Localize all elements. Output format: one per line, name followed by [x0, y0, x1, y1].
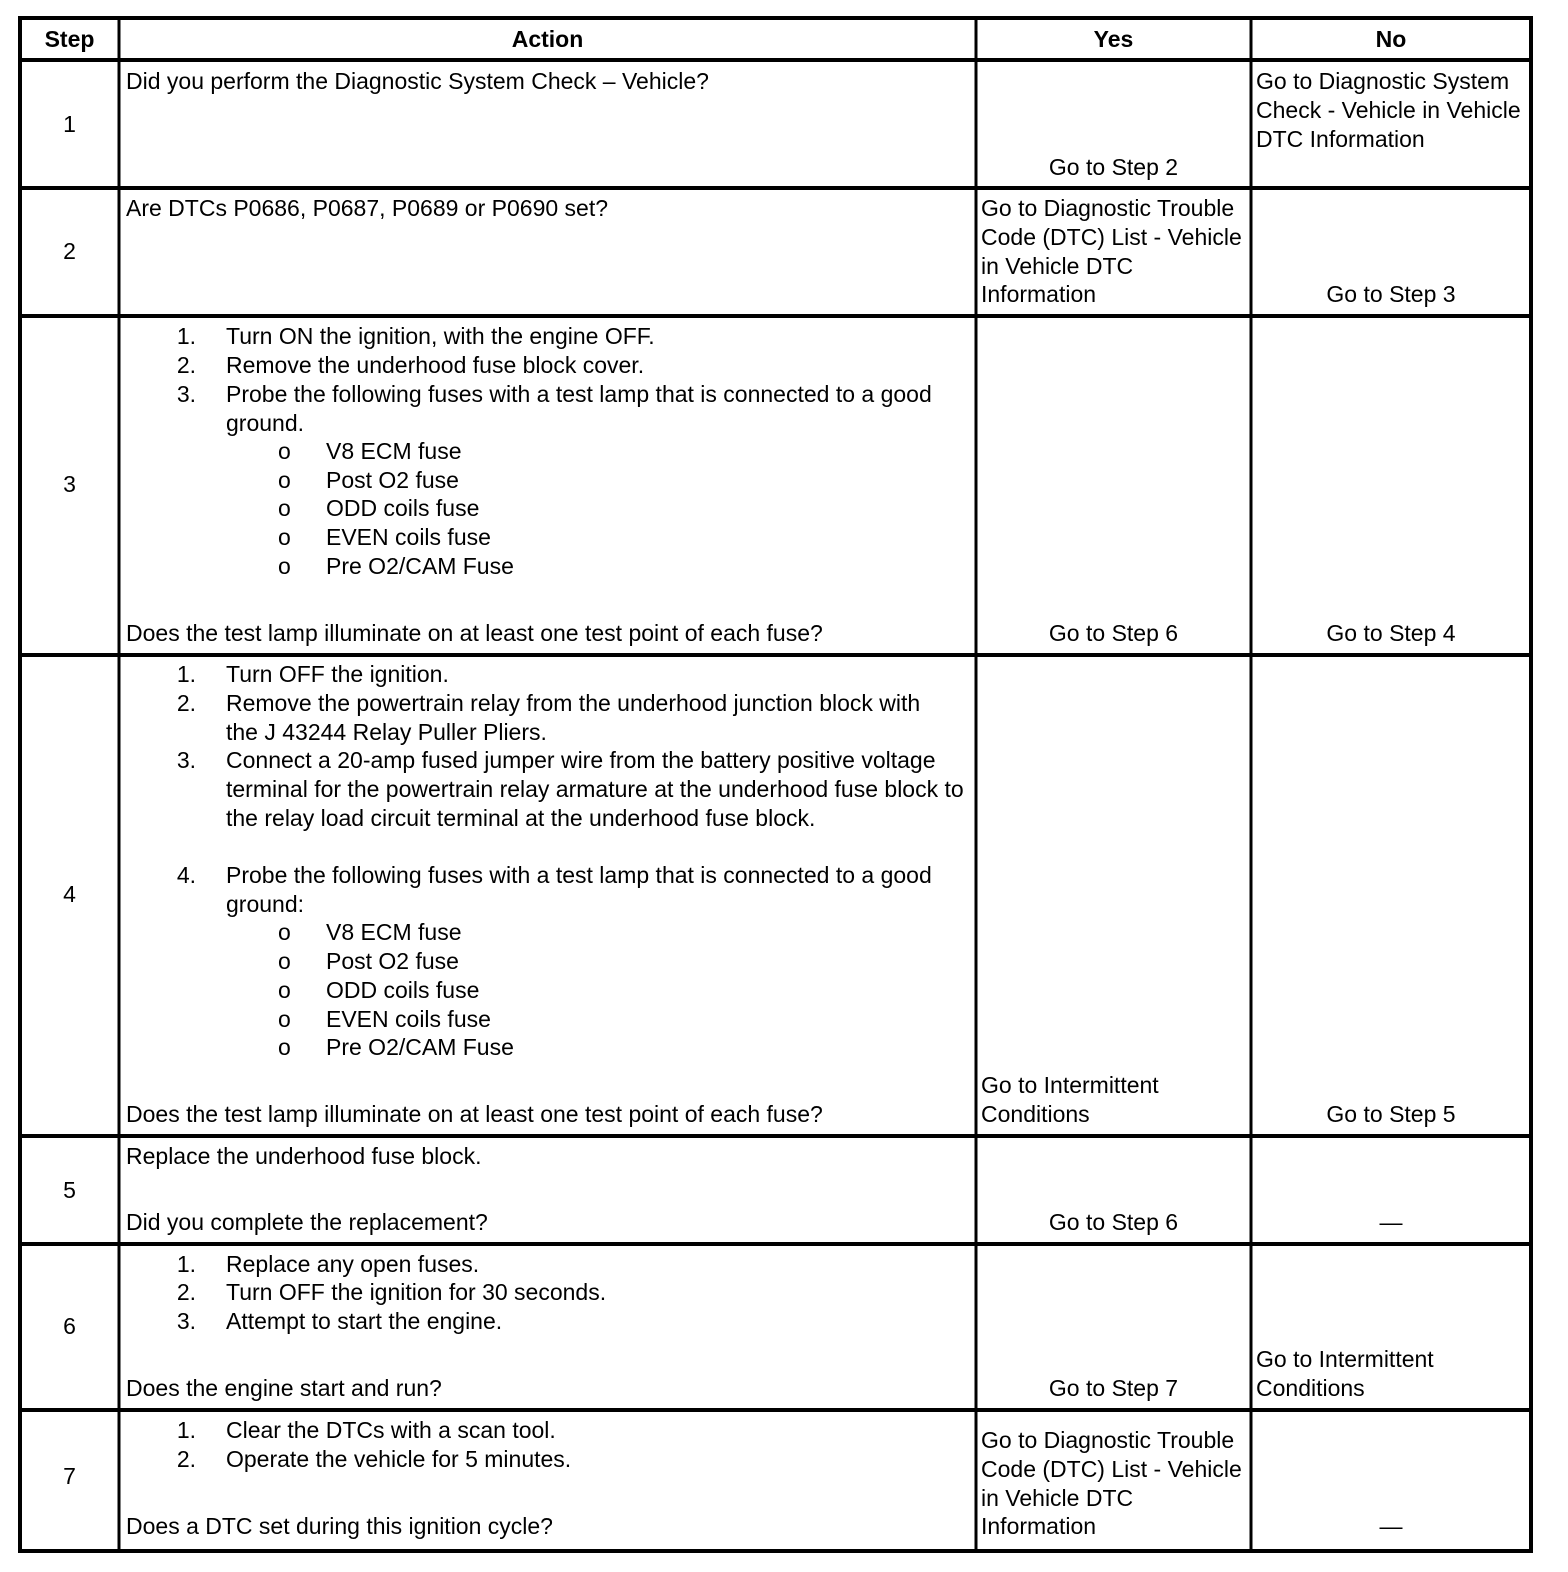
step-number: 6 [63, 1313, 76, 1339]
step-number: 4 [63, 881, 76, 907]
header-yes: Yes [1093, 26, 1134, 52]
bullet-icon: o [278, 524, 291, 550]
bullet-icon: o [278, 1006, 291, 1032]
no-outcome: Go to Step 4 [1326, 620, 1456, 646]
yes-outcome: Go to Step 7 [1048, 1375, 1179, 1401]
bullet-icon: o [278, 438, 291, 464]
no-outcome: Go to Step 3 [1326, 281, 1456, 307]
list-item-text: Remove the powertrain relay from the underhood junction block with the J 43244 Relay Puller Pliers. [226, 690, 921, 745]
no-outcome: Go to Step 5 [1326, 1101, 1456, 1127]
list-item-text: Turn ON the ignition, with the engine OFF. [226, 323, 655, 349]
list-item-text: Operate the vehicle for 5 minutes. [226, 1446, 572, 1472]
sub-list-item-text: V8 ECM fuse [326, 438, 462, 464]
no-outcome: Go to Diagnostic System Check - Vehicle in Vehicle DTC Information [1256, 68, 1521, 152]
header-no: No [1375, 26, 1407, 52]
step-question: Does a DTC set during this ignition cycle? [126, 1513, 553, 1539]
no-outcome: — [1379, 1513, 1403, 1539]
step-number: 1 [63, 111, 76, 137]
sub-list-item-text: ODD coils fuse [326, 977, 480, 1003]
yes-outcome: Go to Step 6 [1048, 1209, 1179, 1235]
step-question: Does the test lamp illuminate on at least one test point of each fuse? [126, 1101, 823, 1127]
step-number: 7 [63, 1463, 76, 1489]
list-item-text: Probe the following fuses with a test lamp that is connected to a good ground: [226, 862, 932, 917]
step-number: 2 [63, 238, 76, 264]
step-question: Did you perform the Diagnostic System Check – Vehicle? [126, 68, 709, 94]
list-item-text: Attempt to start the engine. [226, 1308, 503, 1334]
step-question: Does the test lamp illuminate on at least one test point of each fuse? [126, 620, 823, 646]
yes-outcome: Go to Diagnostic Trouble Code (DTC) List - Vehicle in Vehicle DTC Information [981, 1427, 1242, 1540]
no-outcome: Go to Intermittent Conditions [1256, 1346, 1434, 1401]
yes-outcome: Go to Step 6 [1048, 620, 1179, 646]
sub-list-item-text: Post O2 fuse [326, 467, 459, 493]
bullet-icon: o [278, 467, 291, 493]
sub-list-item-text: ODD coils fuse [326, 495, 480, 521]
list-item-text: Probe the following fuses with a test lamp that is connected to a good ground. [226, 381, 932, 436]
step-question: Does the engine start and run? [126, 1375, 442, 1401]
no-outcome: — [1379, 1209, 1403, 1235]
step-question: Did you complete the replacement? [126, 1209, 488, 1235]
sub-list-item-text: Pre O2/CAM Fuse [326, 1034, 514, 1060]
bullet-icon: o [278, 553, 291, 579]
yes-outcome: Go to Diagnostic Trouble Code (DTC) List - Vehicle in Vehicle DTC Information [981, 195, 1242, 308]
yes-outcome: Go to Intermittent Conditions [981, 1072, 1159, 1127]
step-number: 5 [63, 1177, 76, 1203]
list-item-text: Turn OFF the ignition. [226, 661, 449, 687]
yes-outcome: Go to Step 2 [1048, 154, 1179, 180]
sub-list-item-text: EVEN coils fuse [326, 1006, 491, 1032]
header-step: Step [44, 26, 95, 52]
bullet-icon: o [278, 977, 291, 1003]
step-question: Are DTCs P0686, P0687, P0689 or P0690 set? [126, 195, 609, 221]
list-item-text: Connect a 20-amp fused jumper wire from the battery positive voltage terminal for the powertrain relay armature at the underhood fuse block to the relay load circuit terminal at the underhood fuse block. [226, 747, 964, 831]
sub-list-item-text: EVEN coils fuse [326, 524, 491, 550]
step-instruction: Replace the underhood fuse block. [126, 1143, 482, 1169]
bullet-icon: o [278, 495, 291, 521]
bullet-icon: o [278, 1034, 291, 1060]
list-item-text: Clear the DTCs with a scan tool. [226, 1417, 556, 1443]
list-item-text: Turn OFF the ignition for 30 seconds. [226, 1279, 607, 1305]
sub-list-item-text: Pre O2/CAM Fuse [326, 553, 514, 579]
header-action: Action [511, 26, 584, 52]
bullet-icon: o [278, 948, 291, 974]
list-item-text: Replace any open fuses. [226, 1251, 480, 1277]
sub-list-item-text: Post O2 fuse [326, 948, 459, 974]
bullet-icon: o [278, 919, 291, 945]
step-number: 3 [63, 471, 76, 497]
list-item-text: Remove the underhood fuse block cover. [226, 352, 645, 378]
sub-list-item-text: V8 ECM fuse [326, 919, 462, 945]
